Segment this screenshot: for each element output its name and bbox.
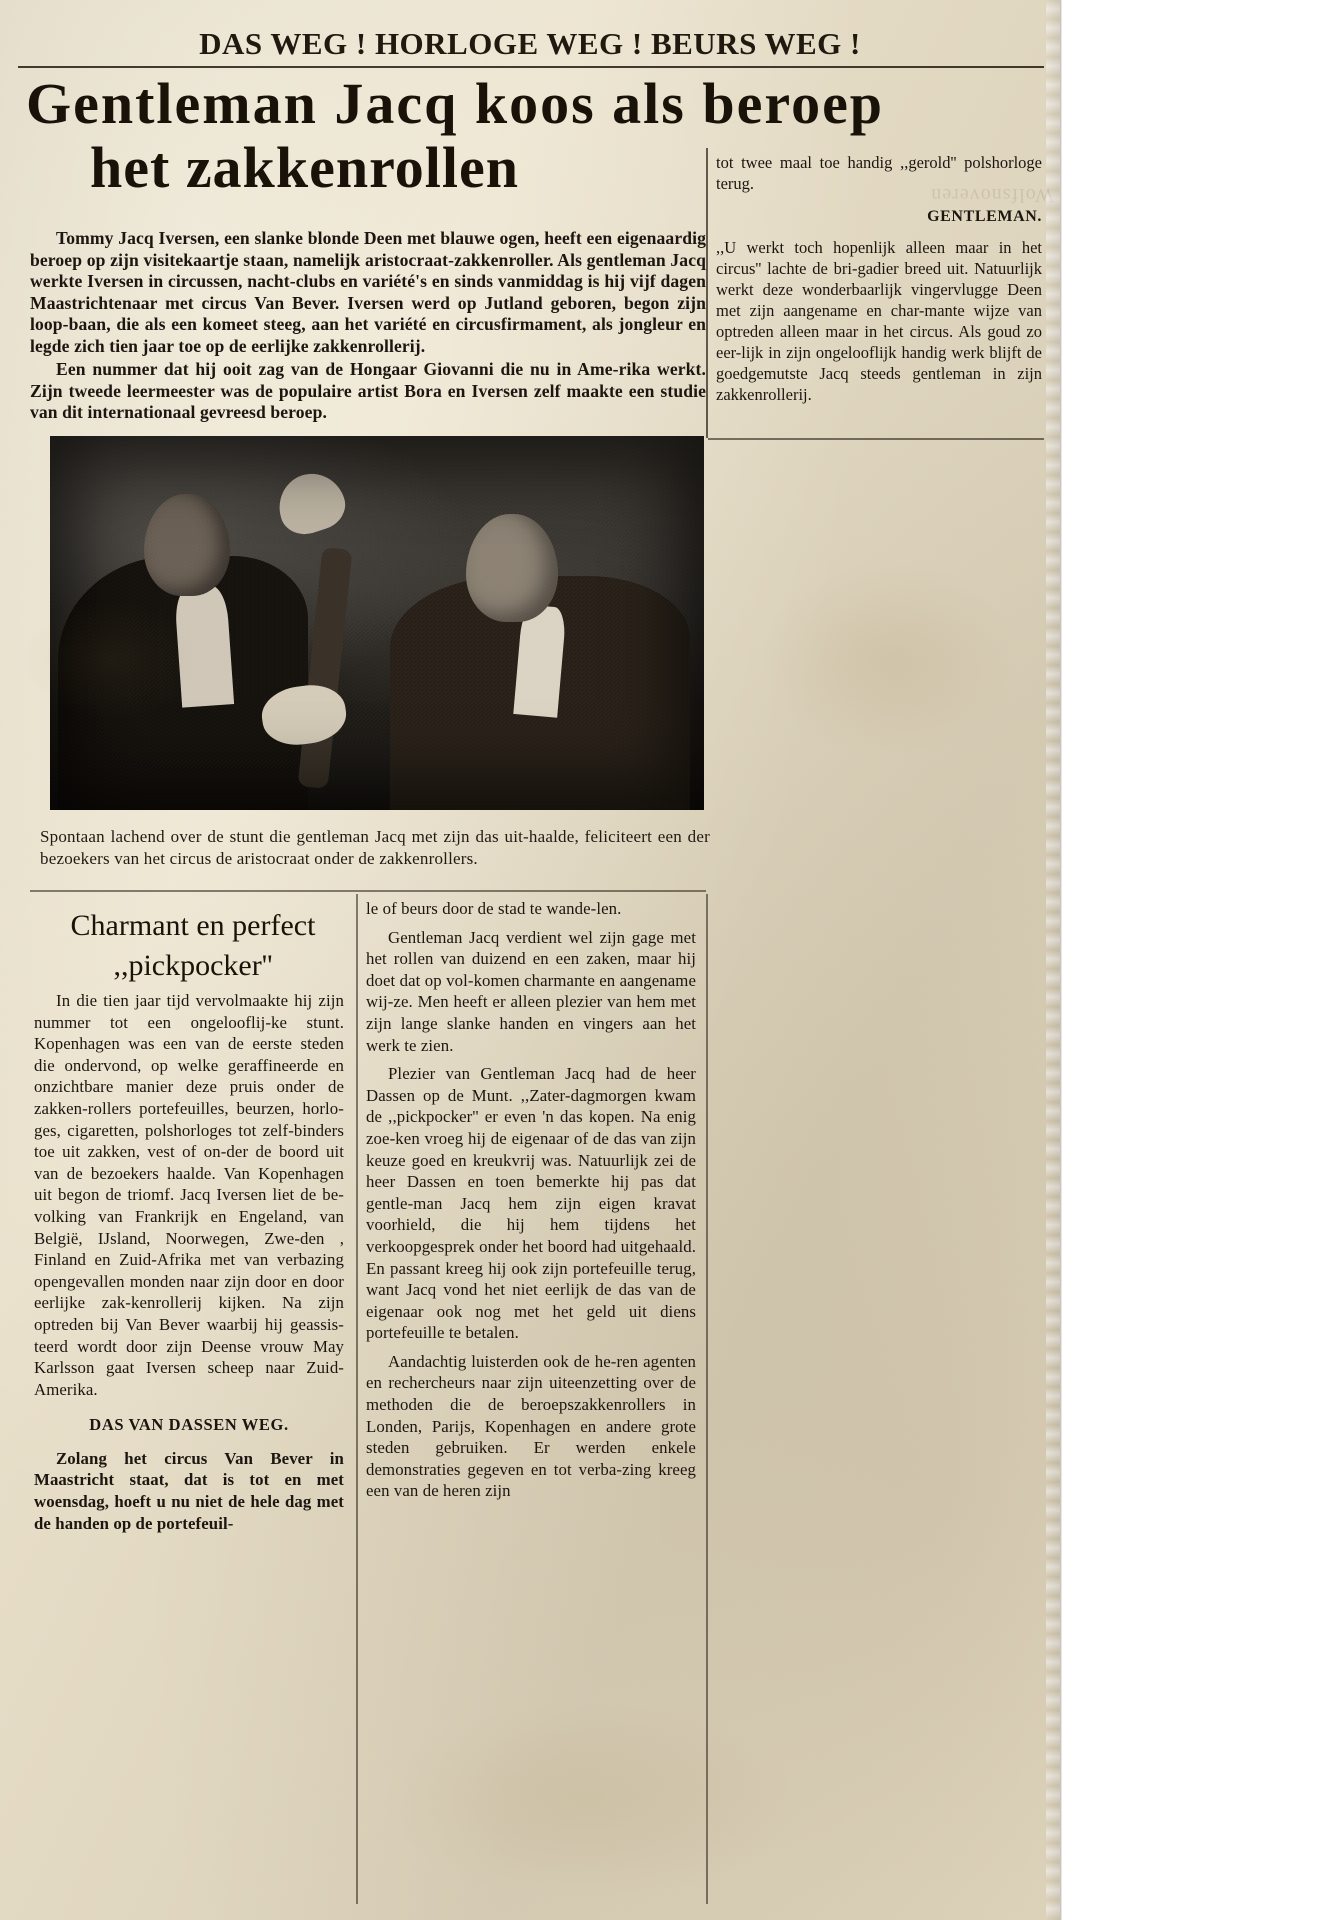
torn-edge [1046, 0, 1060, 1920]
right-column-subhead: GENTLEMAN. [927, 208, 1042, 225]
headline-line-2: het zakkenrollen [90, 135, 519, 200]
right-top-column [716, 152, 1042, 413]
photo-caption: Spontaan lachend over de stunt die gentleman Jacq met zijn das uit-haalde, feliciteert een der bezoekers van het circus de aristocraat onder de zakkenrollers. [40, 827, 710, 868]
lead-paragraph-1: Tommy Jacq Iversen, een slanke blonde Deen met blauwe ogen, heeft een eigenaardig beroep op zijn visitekaartje staan, namelijk aristocraat-zakkenroller. Als gentleman Jacq werkte Iversen in circussen, nacht-clubs en variété's en sinds vanmiddag is hij vijf dagen Maastrichtenaar met circus Van Bever. Iversen werd op Jutland geboren, begon zijn loop-baan, die als een komeet steeg, aan het variété en circusfirmament, als jongleur en legde zich tien jaar toe op de eerlijke zakkenrollerij. [30, 228, 706, 356]
middle-column-paragraph-2: Gentleman Jacq verdient wel zijn gage met het rollen van duizend en een zaken, maar hij doet dat op vol-komen charmante en aangename wij-ze. Men heeft er alleen plezier van hem met zijn lange slanke handen en vingers aan het werk te zien. [366, 927, 696, 1055]
blank-right-panel [1060, 0, 1319, 1920]
right-column-bottom-rule [708, 438, 1044, 440]
lower-section-rule [30, 890, 706, 892]
middle-column-paragraph-1: le of beurs door de stad te wande-len. [366, 899, 622, 918]
section-subheadline: Charmant en perfect ,,pickpocker'' [70, 909, 316, 982]
left-column-inline-head: DAS VAN DASSEN WEG. [89, 1415, 289, 1435]
body-column-middle [366, 898, 696, 1509]
left-column-bold-paragraph: Zolang het circus Van Bever in Maastricht staat, dat is tot en met woensdag, hoeft u nu niet de hele dag met de handen op de portefeuil- [34, 1448, 344, 1533]
article-kicker: DAS WEG ! HORLOGE WEG ! BEURS WEG ! [199, 26, 861, 61]
lower-column-divider-2 [706, 894, 708, 1904]
bleed-through-text: Wolfsnoveren [930, 184, 1054, 206]
lead-paragraph-2: Een nummer dat hij ooit zag van de Hongaar Giovanni die nu in Ame-rika werkt. Zijn tweede leermeester was de populaire artist Bora en Iversen zelf maakte een studie van dit internationaal gevreesd beroep. [30, 359, 706, 422]
article-photo [50, 436, 704, 810]
right-column-continuation: tot twee maal toe handig ,,gerold'' polshorloge terug. [716, 153, 1042, 193]
photo-vignette [50, 436, 704, 810]
age-stain-3 [380, 1700, 800, 1900]
column-divider-top [706, 148, 708, 438]
middle-column-paragraph-4: Aandachtig luisterden ook de he-ren agenten en rechercheurs naar zijn uiteenzetting over de methoden die de beroepszakkenrollers in Londen, Parijs, Kopenhagen en andere grote steden gebruiken. Er werden enkele demonstraties gegeven en tot verba-zing kreeg een van de heren zijn [366, 1351, 696, 1501]
age-stain-2 [760, 560, 1020, 760]
body-column-left [34, 990, 344, 1541]
kicker-rule [18, 66, 1044, 68]
headline-line-1: Gentleman Jacq koos als beroep [26, 71, 885, 136]
left-column-paragraph-1: In die tien jaar tijd vervolmaakte hij zijn nummer tot een ongelooflij-ke stunt. Kopenhagen was een van de eerste steden die ondervond, op welke geraffineerde en onzichtbare manier deze pruis onder de zakken-rollers portefeuilles, beurzen, horlo-ges, cigaretten, polshorloges tot zelf-binders toe uit zakken, vest of on-der de boord uit van de bezoekers haalde. Van Kopenhagen uit begon de triomf. Jacq Iversen liet de be-volking van Frankrijk en Engeland, van België, IJsland, Noorwegen, Zwe-den , Finland en Zuid-Afrika met van verbazing opengevallen monden naar zijn door en door eerlijke zak-kenrollerij kijken. Na zijn optreden bij Van Bever waarbij hij geassis-teerd wordt door zijn Deense vrouw May Karlsson gaat Iversen scheep naar Zuid-Amerika. [34, 991, 344, 1399]
right-column-paragraph: ,,U werkt toch hopenlijk alleen maar in het circus'' lachte de bri-gadier breed uit. Natuurlijk werkt deze wonderbaarlijk vingervlugge Deen met zijn aangename en char-mante wijze van optreden alleen maar in het circus. Als goud zo eer-lijk in zijn ongelooflijk handig werk blijft de goedgemutste Jacq steeds gentleman in zijn zakkenrollerij. [716, 238, 1042, 404]
middle-column-paragraph-3: Plezier van Gentleman Jacq had de heer Dassen op de Munt. ,,Zater-dagmorgen kwam de ,,pickpocker'' er even 'n das kopen. Na enig zoe-ken vroeg hij de eigenaar of de das van zijn keuze goed en kreukvrij was. Natuurlijk zei de heer Dassen en toen bemerkte hij pas dat gentle-man Jacq hem zijn eigen kravat voorhield, die hij hem tijdens het verkoopgesprek onder het boord had uitgehaald. En passant kreeg hij ook zijn portefeuille terug, want Jacq vond het niet eerlijk de das van de eigenaar ook nog met het geld uit diens portefeuille te betalen. [366, 1064, 696, 1343]
lead-paragraph-block [30, 228, 706, 426]
lower-column-divider-1 [356, 894, 358, 1904]
